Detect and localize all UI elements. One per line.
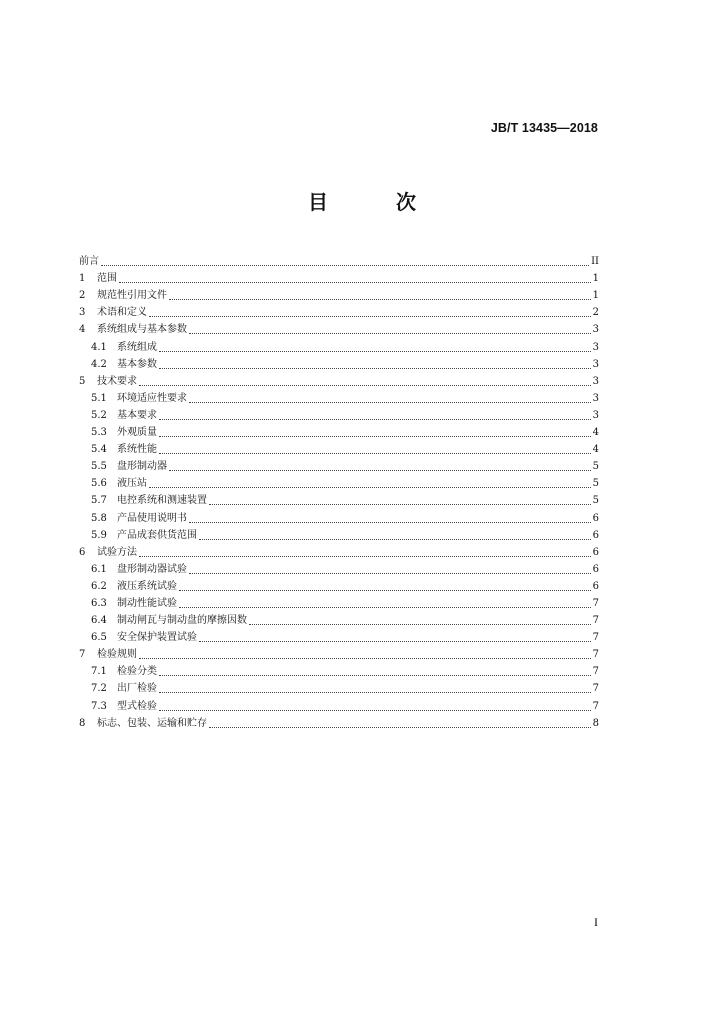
dot-leader <box>189 573 591 574</box>
toc-entry-page: 3 <box>592 358 599 370</box>
toc-entry-page: 6 <box>592 529 599 541</box>
toc-entry-title: 盘形制动器试验 <box>117 563 187 575</box>
toc-entry-page: 7 <box>592 615 599 627</box>
toc-entry-number: 5.9 <box>91 529 107 541</box>
toc-entry[interactable] <box>79 695 599 712</box>
toc-entry[interactable] <box>79 422 599 439</box>
toc-entry-number: 4 <box>79 324 86 336</box>
dot-leader <box>139 385 591 386</box>
toc-entry[interactable] <box>79 388 599 405</box>
dot-leader <box>159 675 591 676</box>
toc-entry[interactable] <box>79 610 599 627</box>
toc-entry-number: 6.2 <box>91 580 107 592</box>
toc-entry-title: 系统组成 <box>117 341 157 353</box>
toc-entry-number: 7 <box>79 649 86 661</box>
toc-entry-number: 3 <box>79 307 86 319</box>
toc-entry-number: 4.2 <box>91 358 107 370</box>
toc-entry-number: 5.2 <box>91 409 107 421</box>
toc-entry-number: 5.3 <box>91 427 107 439</box>
toc-entry-number: 6.5 <box>91 632 107 644</box>
toc-entry-title: 盘形制动器 <box>117 461 167 473</box>
toc-entry[interactable] <box>79 405 599 422</box>
toc-entry[interactable] <box>79 285 599 302</box>
toc-entry-title: 型式检验 <box>117 700 157 712</box>
toc-entry-page: 7 <box>592 597 599 609</box>
toc-entry-title: 术语和定义 <box>97 307 147 319</box>
dot-leader <box>209 504 591 505</box>
toc-entry[interactable] <box>79 456 599 473</box>
toc-entry-page: 8 <box>592 717 599 729</box>
toc-entry-number: 5.6 <box>91 478 107 490</box>
toc-entry[interactable] <box>79 319 599 336</box>
toc-entry-page: 7 <box>592 632 599 644</box>
toc-entry-title: 基本要求 <box>117 409 157 421</box>
toc-entry-number: 2 <box>79 290 86 302</box>
toc-entry-title: 环境适应性要求 <box>117 392 187 404</box>
toc-entry-title: 基本参数 <box>117 358 157 370</box>
dot-leader <box>101 265 589 266</box>
toc-entry-page: 1 <box>592 273 599 285</box>
page-title: 目 次 <box>308 190 440 214</box>
toc-entry-title: 前言 <box>79 256 99 268</box>
toc-entry-number: 5.8 <box>91 512 107 524</box>
toc-entry-title: 范围 <box>97 273 117 285</box>
toc-entry-page: 5 <box>592 461 599 473</box>
toc-entry[interactable] <box>79 559 599 576</box>
dot-leader <box>179 590 591 591</box>
toc-entry-number: 7.1 <box>91 666 107 678</box>
toc-entry-page: 7 <box>592 666 599 678</box>
dot-leader <box>159 453 591 454</box>
toc-entry-page: 3 <box>592 409 599 421</box>
toc-entry[interactable] <box>79 678 599 695</box>
toc-entry-number: 5.5 <box>91 461 107 473</box>
toc-entry-number: 5.4 <box>91 444 107 456</box>
toc-entry[interactable] <box>79 490 599 507</box>
toc-entry-number: 7.3 <box>91 700 107 712</box>
toc-entry-number: 6.3 <box>91 597 107 609</box>
toc-entry-number: 4.1 <box>91 341 107 353</box>
toc-entry[interactable] <box>79 644 599 661</box>
toc-entry-title: 出厂检验 <box>117 683 157 695</box>
toc-entry-number: 5.7 <box>91 495 107 507</box>
toc-entry-number: 6 <box>79 546 86 558</box>
table-of-contents <box>79 251 599 730</box>
toc-entry-title: 电控系统和测速装置 <box>117 495 207 507</box>
toc-entry-title: 液压站 <box>117 478 147 490</box>
dot-leader <box>199 539 591 540</box>
page-number: I <box>594 915 598 929</box>
dot-leader <box>179 607 591 608</box>
dot-leader <box>149 487 591 488</box>
dot-leader <box>189 402 591 403</box>
toc-entry-number: 8 <box>79 717 86 729</box>
dot-leader <box>119 282 591 283</box>
toc-entry[interactable] <box>79 661 599 678</box>
toc-entry-page: 5 <box>592 495 599 507</box>
toc-entry[interactable] <box>79 576 599 593</box>
toc-entry-title: 液压系统试验 <box>117 580 177 592</box>
toc-entry-title: 安全保护装置试验 <box>117 632 197 644</box>
dot-leader <box>249 624 591 625</box>
toc-entry-title: 产品使用说明书 <box>117 512 187 524</box>
toc-entry-title: 系统性能 <box>117 444 157 456</box>
toc-entry-page: 6 <box>592 546 599 558</box>
toc-entry[interactable] <box>79 251 599 268</box>
toc-entry-title: 标志、包装、运输和贮存 <box>97 717 207 729</box>
toc-entry-title: 制动性能试验 <box>117 597 177 609</box>
toc-entry-title: 系统组成与基本参数 <box>97 324 187 336</box>
toc-entry-page: 3 <box>592 392 599 404</box>
dot-leader <box>199 641 591 642</box>
toc-entry-page: 4 <box>592 444 599 456</box>
dot-leader <box>169 299 591 300</box>
toc-entry-page: 3 <box>592 324 599 336</box>
toc-entry-title: 规范性引用文件 <box>97 290 167 302</box>
dot-leader <box>159 436 591 437</box>
toc-entry[interactable] <box>79 507 599 524</box>
toc-entry-number: 5 <box>79 375 86 387</box>
toc-entry-page: 6 <box>592 563 599 575</box>
dot-leader <box>209 727 591 728</box>
dot-leader <box>189 522 591 523</box>
toc-entry-title: 检验分类 <box>117 666 157 678</box>
toc-entry[interactable] <box>79 627 599 644</box>
toc-entry-number: 5.1 <box>91 392 107 404</box>
toc-entry[interactable] <box>79 525 599 542</box>
toc-entry-page: II <box>591 256 599 268</box>
toc-entry[interactable] <box>79 302 599 319</box>
toc-entry-page: 5 <box>592 478 599 490</box>
toc-entry-page: 7 <box>592 700 599 712</box>
dot-leader <box>159 368 591 369</box>
dot-leader <box>139 556 591 557</box>
toc-entry-page: 3 <box>592 375 599 387</box>
toc-entry[interactable] <box>79 542 599 559</box>
toc-entry-title: 试验方法 <box>97 546 137 558</box>
toc-entry-number: 1 <box>79 273 86 285</box>
dot-leader <box>159 692 591 693</box>
toc-entry-page: 1 <box>592 290 599 302</box>
toc-entry[interactable] <box>79 268 599 285</box>
toc-entry-page: 4 <box>592 427 599 439</box>
toc-entry-title: 产品成套供货范围 <box>117 529 197 541</box>
toc-entry-page: 3 <box>592 341 599 353</box>
dot-leader <box>159 710 591 711</box>
toc-entry-page: 6 <box>592 512 599 524</box>
dot-leader <box>159 351 591 352</box>
standard-number: JB/T 13435—2018 <box>490 121 598 135</box>
dot-leader <box>149 316 591 317</box>
toc-entry[interactable] <box>79 713 599 730</box>
toc-entry-page: 6 <box>592 580 599 592</box>
toc-entry[interactable] <box>79 439 599 456</box>
toc-entry-page: 7 <box>592 683 599 695</box>
toc-entry[interactable] <box>79 593 599 610</box>
toc-entry-number: 6.4 <box>91 615 107 627</box>
toc-entry-title: 技术要求 <box>97 375 137 387</box>
toc-entry[interactable] <box>79 371 599 388</box>
toc-entry[interactable] <box>79 336 599 353</box>
toc-entry-page: 2 <box>592 307 599 319</box>
dot-leader <box>189 333 591 334</box>
toc-entry-title: 外观质量 <box>117 427 157 439</box>
toc-entry-number: 7.2 <box>91 683 107 695</box>
toc-entry-number: 6.1 <box>91 563 107 575</box>
dot-leader <box>159 419 591 420</box>
toc-entry-page: 7 <box>592 649 599 661</box>
dot-leader <box>169 470 591 471</box>
toc-entry[interactable] <box>79 354 599 371</box>
toc-entry-title: 检验规则 <box>97 649 137 661</box>
toc-entry[interactable] <box>79 473 599 490</box>
toc-entry-title: 制动闸瓦与制动盘的摩擦因数 <box>117 615 247 627</box>
dot-leader <box>139 658 591 659</box>
